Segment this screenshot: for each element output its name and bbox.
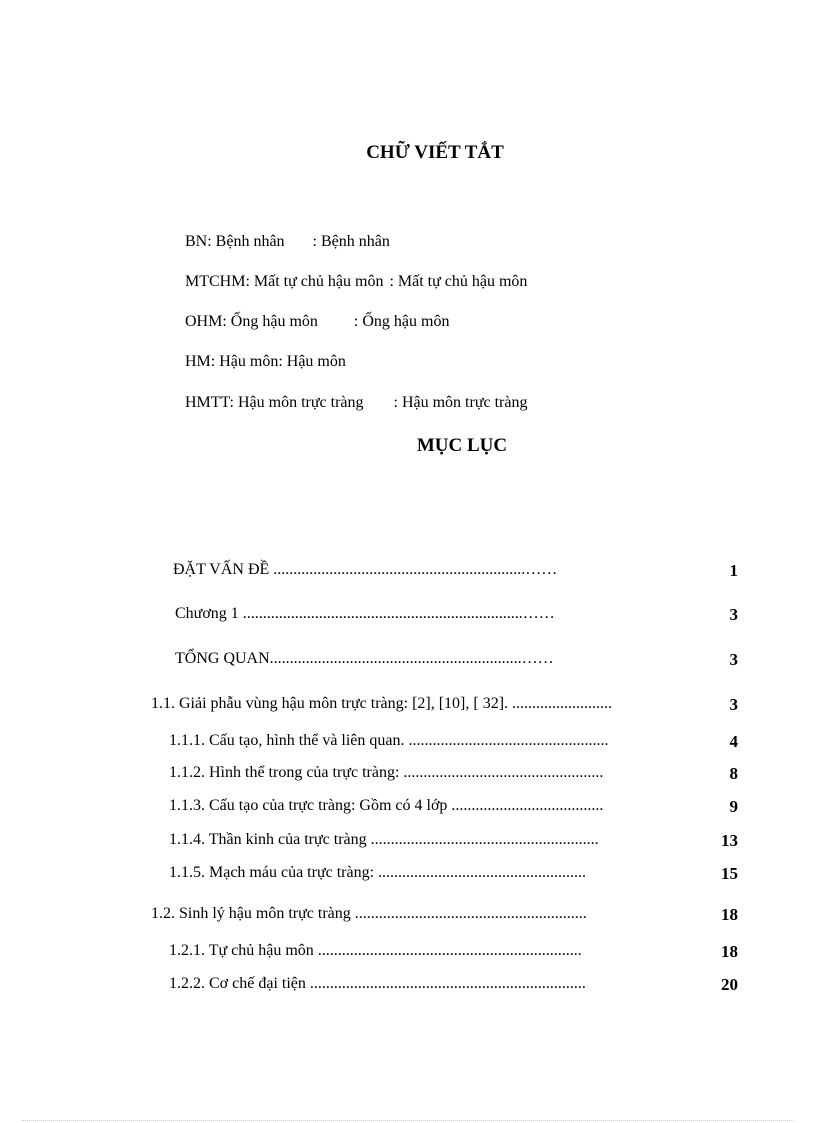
toc-entry-label: Chương 1 ......................................................................…… xyxy=(175,605,555,622)
toc-title: MỤC LỤC xyxy=(416,435,508,456)
toc-entry-page: 3 xyxy=(729,695,738,714)
toc-entry-page: 18 xyxy=(721,942,738,961)
abbreviation-term: OHM: Ống hậu môn xyxy=(185,313,318,330)
abbreviation-item xyxy=(185,233,390,251)
abbreviation-meaning: : Bệnh nhân xyxy=(312,233,390,250)
toc-entry-page: 1 xyxy=(729,561,738,580)
abbreviation-item xyxy=(185,394,527,412)
toc-entry-page: 3 xyxy=(729,650,738,669)
abbreviation-item xyxy=(185,353,346,371)
page-bottom-divider xyxy=(22,1120,794,1121)
abbreviation-term: HMTT: Hậu môn trực tràng xyxy=(185,394,364,411)
toc-entry-page: 3 xyxy=(729,605,738,624)
toc-entry-page: 20 xyxy=(721,975,738,994)
abbreviation-item xyxy=(185,313,449,331)
toc-entry-label: 1.2. Sinh lý hậu môn trực tràng .......................................................... xyxy=(151,905,587,922)
toc-entry-label: 1.1. Giải phẫu vùng hậu môn trực tràng: [2], [10], [ 32]. ......................... xyxy=(151,695,613,712)
toc-entry-label: 1.1.2. Hình thể trong của trực tràng: .................................................. xyxy=(169,764,604,781)
toc-entry-label: ĐẶT VẤN ĐỀ ...............................................................…… xyxy=(173,561,558,578)
abbreviation-term: MTCHM: Mất tự chủ hậu môn xyxy=(185,273,384,290)
toc-entry-label: 1.1.1. Cấu tạo, hình thể và liên quan. .................................................. xyxy=(169,732,609,749)
abbreviation-meaning: : Hậu môn xyxy=(278,353,346,370)
abbreviation-meaning: : Mất tự chủ hậu môn xyxy=(389,273,528,290)
toc-entry-page: 18 xyxy=(721,905,738,924)
toc-entry-label: 1.1.5. Mạch máu của trực tràng: .................................................... xyxy=(169,864,587,881)
toc-entry-label: 1.1.4. Thần kinh của trực tràng ......................................................... xyxy=(169,831,599,848)
toc-entry-label: 1.1.3. Cấu tạo của trực tràng: Gồm có 4 lớp ...................................... xyxy=(169,797,604,814)
toc-entry-label: TỔNG QUAN...............................................................…… xyxy=(175,650,554,667)
abbreviation-term: BN: Bệnh nhân xyxy=(185,233,285,250)
toc-entry-label: 1.2.2. Cơ chế đại tiện ..................................................................... xyxy=(169,975,586,992)
abbreviation-item xyxy=(185,273,527,291)
toc-entry-page: 4 xyxy=(729,732,738,751)
toc-entry-page: 15 xyxy=(721,864,738,883)
toc-entry-page: 8 xyxy=(729,764,738,783)
abbreviation-meaning: : Ống hậu môn xyxy=(353,313,450,330)
abbreviation-meaning: : Hậu môn trực tràng xyxy=(393,394,528,411)
toc-entry-page: 13 xyxy=(721,831,738,850)
toc-entry-page: 9 xyxy=(729,797,738,816)
toc-entry-label: 1.2.1. Tự chủ hậu môn .................................................................. xyxy=(169,942,582,959)
abbreviation-term: HM: Hậu môn xyxy=(185,353,279,370)
abbreviations-title: CHỮ VIẾT TẮT xyxy=(366,142,504,163)
